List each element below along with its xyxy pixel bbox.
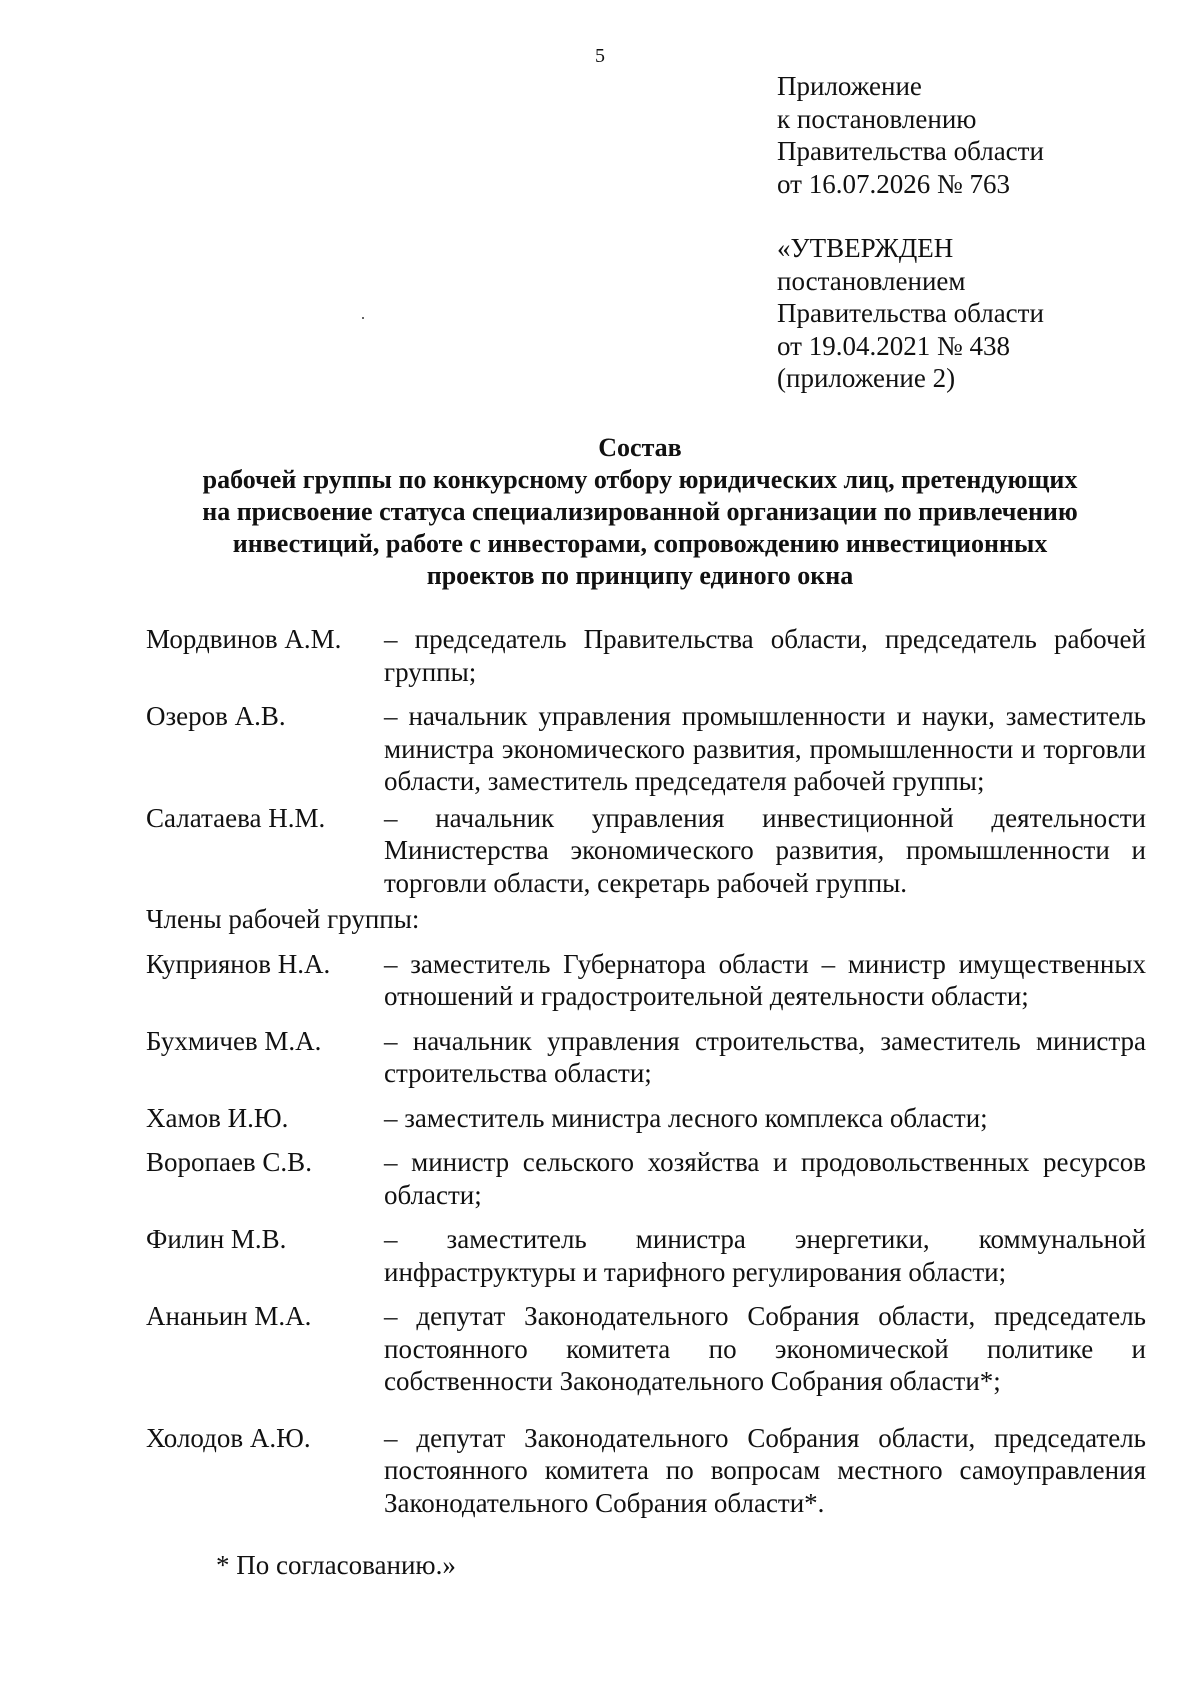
approval-line: «УТВЕРЖДЕН — [777, 233, 954, 263]
heading-title: Состав — [598, 433, 682, 462]
member-role: – начальник управления инвестиционной деятельности Министерства экономического развития, промышленности и торговли области, секретарь рабочей группы. — [384, 802, 1146, 898]
member-row — [146, 1223, 1146, 1288]
member-row — [146, 1102, 1146, 1135]
member-name: Мордвинов А.М. — [146, 624, 342, 654]
member-role: – заместитель министра энергетики, коммунальной инфраструктуры и тарифного регулирования области; — [384, 1224, 1146, 1287]
member-name: Бухмичев М.А. — [146, 1025, 322, 1056]
appendix-line: от 16.07.2026 № 763 — [777, 168, 1010, 199]
group-composition — [146, 623, 1146, 1582]
member-role: – заместитель министра лесного комплекса области; — [384, 1102, 988, 1133]
scan-speck — [362, 317, 364, 319]
member-name: Куприянов Н.А. — [146, 948, 331, 979]
member-name: Озеров А.В. — [146, 701, 286, 731]
appendix-line: Приложение — [777, 71, 922, 101]
member-row — [146, 1422, 1146, 1520]
member-name: Холодов А.Ю. — [146, 1422, 311, 1453]
appendix-line: к постановлению — [777, 103, 977, 134]
heading-line: рабочей группы по конкурсному отбору юридических лиц, претендующих — [202, 465, 1078, 494]
member-row — [146, 802, 1146, 900]
member-row — [146, 1146, 1146, 1211]
document-heading — [100, 432, 1180, 592]
member-role: – начальник управления строительства, заместитель министра строительства области; — [384, 1025, 1146, 1088]
approval-line: Правительства области — [777, 298, 1044, 329]
member-row — [146, 700, 1146, 798]
appendix-reference — [777, 70, 1044, 200]
approval-line: постановлением — [777, 265, 966, 296]
member-name: Филин М.В. — [146, 1224, 287, 1254]
member-row — [146, 623, 1146, 688]
member-name: Салатаева Н.М. — [146, 802, 326, 833]
page-number: 5 — [595, 45, 605, 67]
member-role: – председатель Правительства области, председатель рабочей группы; — [384, 624, 1146, 687]
heading-line: инвестиций, работе с инвесторами, сопровождению инвестиционных — [232, 529, 1048, 558]
member-name: Хамов И.Ю. — [146, 1102, 289, 1133]
approval-line: от 19.04.2021 № 438 — [777, 330, 1010, 361]
member-role: – начальник управления промышленности и науки, заместитель министра экономического развития, промышленности и торговли области, заместитель председателя рабочей группы; — [384, 701, 1146, 796]
appendix-line: Правительства области — [777, 136, 1044, 167]
member-role: – министр сельского хозяйства и продовольственных ресурсов области; — [384, 1147, 1146, 1210]
member-role: – депутат Законодательного Собрания области, председатель постоянного комитета по экономической политике и собственности Законодательного Собрания области*; — [384, 1301, 1146, 1396]
member-name: Воропаев С.В. — [146, 1147, 312, 1177]
heading-line: на присвоение статуса специализированной организации по привлечению — [202, 497, 1078, 526]
footnote: * По согласованию.» — [216, 1550, 456, 1580]
member-role: – заместитель Губернатора области – министр имущественных отношений и градостроительной деятельности области; — [384, 948, 1146, 1011]
member-role: – депутат Законодательного Собрания области, председатель постоянного комитета по вопросам местного самоуправления Законодательного Собрания области*. — [384, 1422, 1146, 1518]
members-label: Члены рабочей группы: — [146, 904, 420, 934]
approval-stamp — [777, 232, 1044, 395]
member-row — [146, 948, 1146, 1013]
member-row — [146, 1300, 1146, 1398]
heading-line: проектов по принципу единого окна — [426, 561, 854, 590]
member-row — [146, 1025, 1146, 1090]
approval-line: (приложение 2) — [777, 363, 956, 394]
member-name: Ананьин М.А. — [146, 1301, 312, 1331]
